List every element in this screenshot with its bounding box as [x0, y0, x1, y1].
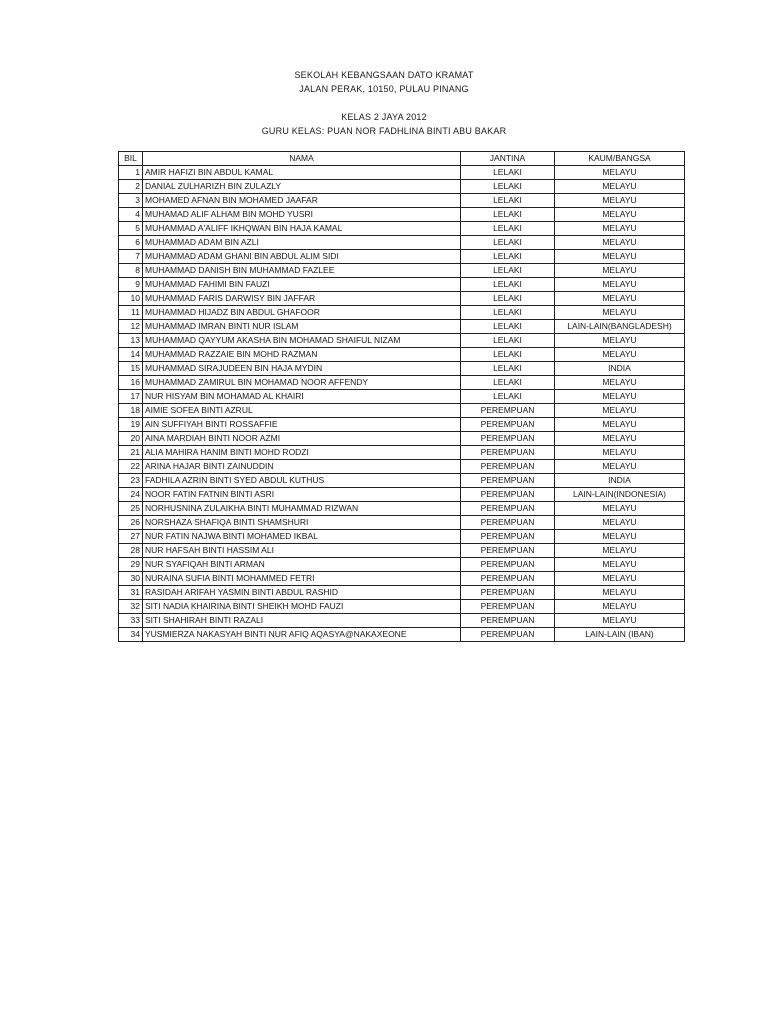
cell-jantina: LELAKI: [461, 250, 555, 264]
table-row: [119, 194, 685, 208]
cell-kaum: LAIN-LAIN(BANGLADESH): [555, 320, 685, 334]
cell-kaum: MELAYU: [555, 390, 685, 404]
cell-jantina: PEREMPUAN: [461, 418, 555, 432]
cell-bil: 11: [119, 306, 143, 320]
cell-nama: MUHAMMAD ZAMIRUL BIN MOHAMAD NOOR AFFENDY: [143, 376, 461, 390]
cell-kaum: MELAYU: [555, 586, 685, 600]
cell-nama: MUHAMMAD DANISH BIN MUHAMMAD FAZLEE: [143, 264, 461, 278]
cell-nama: MUHAMMAD FARIS DARWISY BIN JAFFAR: [143, 292, 461, 306]
cell-kaum: MELAYU: [555, 194, 685, 208]
cell-kaum: MELAYU: [555, 208, 685, 222]
cell-nama: SITI SHAHIRAH BINTI RAZALI: [143, 614, 461, 628]
header-spacer: [0, 96, 768, 110]
cell-nama: MUHAMMAD QAYYUM AKASHA BIN MOHAMAD SHAIFUL NIZAM: [143, 334, 461, 348]
student-roster-table: [118, 151, 685, 642]
cell-kaum: MELAYU: [555, 446, 685, 460]
table-row: [119, 628, 685, 642]
cell-bil: 31: [119, 586, 143, 600]
cell-bil: 13: [119, 334, 143, 348]
cell-kaum: MELAYU: [555, 502, 685, 516]
cell-jantina: LELAKI: [461, 166, 555, 180]
cell-jantina: LELAKI: [461, 194, 555, 208]
cell-nama: NORSHAZA SHAFIQA BINTI SHAMSHURI: [143, 516, 461, 530]
cell-jantina: PEREMPUAN: [461, 614, 555, 628]
cell-bil: 16: [119, 376, 143, 390]
cell-nama: NUR HAFSAH BINTI HASSIM ALI: [143, 544, 461, 558]
table-row: [119, 222, 685, 236]
cell-kaum: MELAYU: [555, 250, 685, 264]
cell-bil: 5: [119, 222, 143, 236]
cell-bil: 6: [119, 236, 143, 250]
table-row: [119, 474, 685, 488]
table-row: [119, 348, 685, 362]
cell-jantina: LELAKI: [461, 180, 555, 194]
table-row: [119, 166, 685, 180]
cell-jantina: LELAKI: [461, 222, 555, 236]
document-header: [0, 68, 768, 138]
table-row: [119, 544, 685, 558]
cell-bil: 17: [119, 390, 143, 404]
cell-kaum: MELAYU: [555, 418, 685, 432]
cell-kaum: MELAYU: [555, 516, 685, 530]
cell-kaum: MELAYU: [555, 180, 685, 194]
table-header-row: [119, 152, 685, 166]
cell-kaum: MELAYU: [555, 460, 685, 474]
table-body: [119, 166, 685, 642]
table-row: [119, 586, 685, 600]
cell-jantina: LELAKI: [461, 208, 555, 222]
table-row: [119, 432, 685, 446]
cell-nama: NORHUSNINA ZULAIKHA BINTI MUHAMMAD RIZWAN: [143, 502, 461, 516]
cell-jantina: LELAKI: [461, 362, 555, 376]
cell-kaum: MELAYU: [555, 432, 685, 446]
cell-bil: 34: [119, 628, 143, 642]
cell-kaum: MELAYU: [555, 334, 685, 348]
cell-jantina: PEREMPUAN: [461, 572, 555, 586]
cell-kaum: MELAYU: [555, 572, 685, 586]
cell-jantina: LELAKI: [461, 320, 555, 334]
cell-jantina: LELAKI: [461, 278, 555, 292]
table-row: [119, 292, 685, 306]
cell-bil: 9: [119, 278, 143, 292]
cell-nama: MUHAMMAD FAHIMI BIN FAUZI: [143, 278, 461, 292]
cell-nama: DANIAL ZULHARIZH BIN ZULAZLY: [143, 180, 461, 194]
cell-bil: 20: [119, 432, 143, 446]
cell-nama: NUR SYAFIQAH BINTI ARMAN: [143, 558, 461, 572]
cell-kaum: MELAYU: [555, 292, 685, 306]
table-row: [119, 460, 685, 474]
cell-kaum: MELAYU: [555, 600, 685, 614]
table-row: [119, 362, 685, 376]
cell-nama: YUSMIERZA NAKASYAH BINTI NUR AFIQ AQASYA@NAKAXEONE: [143, 628, 461, 642]
cell-nama: NUR FATIN NAJWA BINTI MOHAMED IKBAL: [143, 530, 461, 544]
cell-jantina: LELAKI: [461, 348, 555, 362]
cell-nama: MUHAMMAD SIRAJUDEEN BIN HAJA MYDIN: [143, 362, 461, 376]
cell-nama: ALIA MAHIRA HANIM BINTI MOHD RODZI: [143, 446, 461, 460]
table-row: [119, 390, 685, 404]
cell-nama: MUHAMMAD ADAM BIN AZLI: [143, 236, 461, 250]
cell-kaum: MELAYU: [555, 264, 685, 278]
cell-bil: 1: [119, 166, 143, 180]
cell-bil: 21: [119, 446, 143, 460]
cell-jantina: PEREMPUAN: [461, 628, 555, 642]
cell-jantina: PEREMPUAN: [461, 600, 555, 614]
table-row: [119, 334, 685, 348]
cell-nama: NURAINA SUFIA BINTI MOHAMMED FETRI: [143, 572, 461, 586]
cell-kaum: MELAYU: [555, 404, 685, 418]
cell-jantina: PEREMPUAN: [461, 488, 555, 502]
cell-bil: 2: [119, 180, 143, 194]
cell-bil: 24: [119, 488, 143, 502]
cell-nama: MUHAMMAD A'ALIFF IKHQWAN BIN HAJA KAMAL: [143, 222, 461, 236]
table-row: [119, 502, 685, 516]
cell-jantina: PEREMPUAN: [461, 516, 555, 530]
cell-bil: 33: [119, 614, 143, 628]
cell-bil: 23: [119, 474, 143, 488]
cell-jantina: PEREMPUAN: [461, 586, 555, 600]
cell-bil: 15: [119, 362, 143, 376]
cell-jantina: PEREMPUAN: [461, 460, 555, 474]
table-row: [119, 320, 685, 334]
cell-nama: MUHAMMAD RAZZAIE BIN MOHD RAZMAN: [143, 348, 461, 362]
cell-bil: 26: [119, 516, 143, 530]
cell-bil: 19: [119, 418, 143, 432]
cell-jantina: LELAKI: [461, 306, 555, 320]
cell-kaum: MELAYU: [555, 166, 685, 180]
cell-bil: 10: [119, 292, 143, 306]
cell-bil: 27: [119, 530, 143, 544]
cell-jantina: PEREMPUAN: [461, 502, 555, 516]
table-row: [119, 208, 685, 222]
table-row: [119, 600, 685, 614]
table-row: [119, 180, 685, 194]
cell-bil: 7: [119, 250, 143, 264]
cell-kaum: MELAYU: [555, 278, 685, 292]
cell-nama: RASIDAH ARIFAH YASMIN BINTI ABDUL RASHID: [143, 586, 461, 600]
cell-nama: SITI NADIA KHAIRINA BINTI SHEIKH MOHD FAUZI: [143, 600, 461, 614]
cell-kaum: MELAYU: [555, 236, 685, 250]
cell-kaum: MELAYU: [555, 558, 685, 572]
cell-kaum: MELAYU: [555, 222, 685, 236]
cell-nama: NUR HISYAM BIN MOHAMAD AL KHAIRI: [143, 390, 461, 404]
table-row: [119, 264, 685, 278]
table-row: [119, 558, 685, 572]
cell-kaum: LAIN-LAIN (IBAN): [555, 628, 685, 642]
cell-jantina: LELAKI: [461, 292, 555, 306]
table-row: [119, 614, 685, 628]
cell-nama: MOHAMED AFNAN BIN MOHAMED JAAFAR: [143, 194, 461, 208]
cell-bil: 8: [119, 264, 143, 278]
cell-bil: 25: [119, 502, 143, 516]
cell-nama: MUHAMMAD ADAM GHANI BIN ABDUL ALIM SIDI: [143, 250, 461, 264]
cell-jantina: LELAKI: [461, 390, 555, 404]
cell-bil: 14: [119, 348, 143, 362]
table-row: [119, 446, 685, 460]
cell-nama: FADHILA AZRIN BINTI SYED ABDUL KUTHUS: [143, 474, 461, 488]
cell-bil: 12: [119, 320, 143, 334]
cell-jantina: PEREMPUAN: [461, 544, 555, 558]
table-row: [119, 376, 685, 390]
school-name: SEKOLAH KEBANGSAAN DATO KRAMAT: [294, 70, 474, 80]
cell-kaum: MELAYU: [555, 348, 685, 362]
cell-bil: 22: [119, 460, 143, 474]
cell-jantina: LELAKI: [461, 334, 555, 348]
cell-nama: AIN SUFFIYAH BINTI ROSSAFFIE: [143, 418, 461, 432]
cell-jantina: PEREMPUAN: [461, 474, 555, 488]
cell-jantina: PEREMPUAN: [461, 404, 555, 418]
cell-nama: AMIR HAFIZI BIN ABDUL KAMAL: [143, 166, 461, 180]
cell-kaum: MELAYU: [555, 544, 685, 558]
cell-nama: MUHAMMAD HIJADZ BIN ABDUL GHAFOOR: [143, 306, 461, 320]
class-title: KELAS 2 JAYA 2012: [341, 112, 427, 122]
column-header-bil: BIL: [119, 152, 143, 166]
cell-jantina: LELAKI: [461, 376, 555, 390]
cell-kaum: INDIA: [555, 474, 685, 488]
class-teacher: GURU KELAS: PUAN NOR FADHLINA BINTI ABU BAKAR: [261, 126, 507, 136]
table-row: [119, 236, 685, 250]
table-row: [119, 530, 685, 544]
table-row: [119, 488, 685, 502]
cell-nama: AIMIE SOFEA BINTI AZRUL: [143, 404, 461, 418]
cell-nama: NOOR FATIN FATNIN BINTI ASRI: [143, 488, 461, 502]
cell-bil: 4: [119, 208, 143, 222]
school-address: JALAN PERAK, 10150, PULAU PINANG: [299, 84, 469, 94]
table-row: [119, 572, 685, 586]
cell-bil: 18: [119, 404, 143, 418]
cell-bil: 28: [119, 544, 143, 558]
cell-jantina: PEREMPUAN: [461, 558, 555, 572]
cell-jantina: PEREMPUAN: [461, 432, 555, 446]
table-row: [119, 278, 685, 292]
table-row: [119, 404, 685, 418]
column-header-nama: NAMA: [143, 152, 461, 166]
cell-nama: MUHAMMAD IMRAN BINTI NUR ISLAM: [143, 320, 461, 334]
cell-jantina: LELAKI: [461, 264, 555, 278]
cell-jantina: PEREMPUAN: [461, 530, 555, 544]
table-row: [119, 306, 685, 320]
cell-kaum: INDIA: [555, 362, 685, 376]
table-row: [119, 516, 685, 530]
cell-kaum: MELAYU: [555, 376, 685, 390]
cell-bil: 30: [119, 572, 143, 586]
cell-bil: 3: [119, 194, 143, 208]
cell-jantina: LELAKI: [461, 236, 555, 250]
cell-nama: MUHAMAD ALIF ALHAM BIN MOHD YUSRI: [143, 208, 461, 222]
cell-kaum: MELAYU: [555, 530, 685, 544]
table-row: [119, 418, 685, 432]
cell-nama: ARINA HAJAR BINTI ZAINUDDIN: [143, 460, 461, 474]
cell-jantina: PEREMPUAN: [461, 446, 555, 460]
cell-nama: AINA MARDIAH BINTI NOOR AZMI: [143, 432, 461, 446]
column-header-jantina: JANTINA: [461, 152, 555, 166]
cell-bil: 29: [119, 558, 143, 572]
cell-kaum: LAIN-LAIN(INDONESIA): [555, 488, 685, 502]
cell-bil: 32: [119, 600, 143, 614]
table-row: [119, 250, 685, 264]
cell-kaum: MELAYU: [555, 306, 685, 320]
cell-kaum: MELAYU: [555, 614, 685, 628]
column-header-kaum: KAUM/BANGSA: [555, 152, 685, 166]
